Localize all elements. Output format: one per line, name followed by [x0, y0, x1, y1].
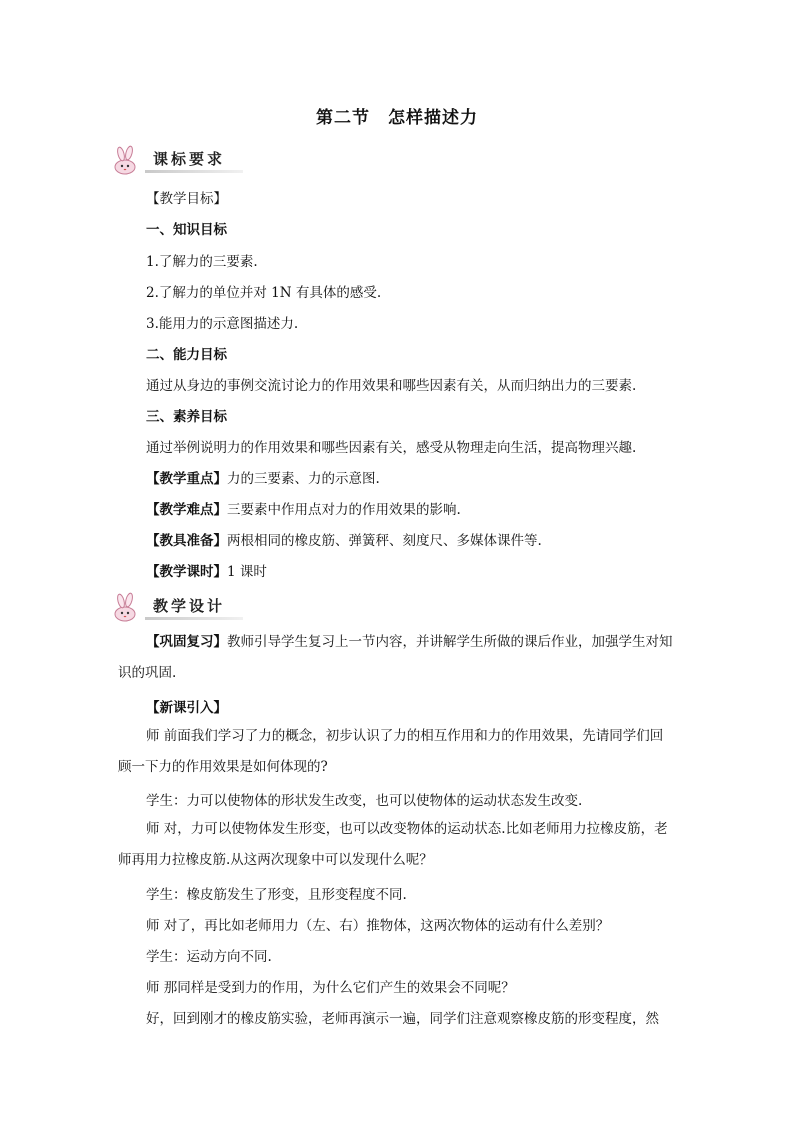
- dialogue-line-2: 学生：力可以使物体的形状发生改变，也可以使物体的运动状态发生改变.: [146, 793, 583, 809]
- knowledge-item-1: 1.了解力的三要素.: [146, 254, 258, 270]
- dialogue-line-4: 学生：橡皮筋发生了形变，且形变程度不同.: [146, 887, 407, 903]
- dialogue-line-6: 学生：运动方向不同.: [146, 949, 272, 965]
- key-point-label: 【教学重点】: [146, 471, 227, 487]
- page-title: 第二节 怎样描述力: [316, 108, 478, 128]
- section-header-label: 课标要求: [153, 150, 226, 168]
- difficulty-row: [146, 498, 461, 518]
- dialogue-line-7: 师 那同样是受到力的作用，为什么它们产生的效果会不同呢？: [146, 980, 515, 996]
- ability-text: 通过从身边的事例交流讨论力的作用效果和哪些因素有关，从而归纳出力的三要素.: [146, 378, 637, 394]
- literacy-text: 通过举例说明力的作用效果和哪些因素有关，感受从物理走向生活，提高物理兴趣.: [146, 440, 637, 456]
- dialogue-paragraph-3: 师 对，力可以使物体发生形变，也可以改变物体的运动状态.比如老师用力拉橡皮筋，老师再用力拉橡皮筋.从这两次现象中可以发现什么呢？: [118, 821, 668, 868]
- review-text: 教师引导学生复习上一节内容，并讲解学生所做的课后作业，加强学生对知识的巩固.: [118, 634, 673, 681]
- goals-label: 【教学目标】: [146, 191, 227, 207]
- review-label: 【巩固复习】: [146, 634, 227, 650]
- section-header-curriculum: [113, 145, 243, 175]
- hours-text: 1 课时: [227, 564, 267, 580]
- difficulty-text: 三要素中作用点对力的作用效果的影响.: [227, 502, 461, 518]
- key-point-text: 力的三要素、力的示意图.: [227, 471, 380, 487]
- section-header-label: 教学设计: [153, 597, 226, 615]
- section-header-design: [113, 592, 243, 622]
- hours-label: 【教学课时】: [146, 564, 227, 580]
- literacy-heading: 三、素养目标: [146, 409, 227, 425]
- hours-row: [146, 560, 267, 580]
- tools-row: [146, 529, 542, 549]
- knowledge-heading: 一、知识目标: [146, 222, 227, 238]
- review-paragraph: [118, 627, 676, 689]
- tools-label: 【教具准备】: [146, 533, 227, 549]
- tools-text: 两根相同的橡皮筋、弹簧秤、刻度尺、多媒体课件等.: [227, 533, 542, 549]
- ability-heading: 二、能力目标: [146, 347, 227, 363]
- knowledge-item-3: 3.能用力的示意图描述力.: [146, 316, 299, 332]
- intro-label: 【新课引入】: [146, 700, 227, 716]
- dialogue-paragraph-1: 师 前面我们学习了力的概念，初步认识了力的相互作用和力的作用效果，先请同学们回顾一下力的作用效果是如何体现的?: [118, 728, 664, 775]
- knowledge-item-2: 2.了解力的单位并对 1N 有具体的感受.: [146, 285, 382, 301]
- dialogue-line-8: 好，回到刚才的橡皮筋实验，老师再演示一遍，同学们注意观察橡皮筋的形变程度，然: [146, 1011, 659, 1027]
- key-point-row: [146, 467, 380, 487]
- dialogue-line-5: 师 对了，再比如老师用力（左、右）推物体，这两次物体的运动有什么差别？: [146, 918, 610, 934]
- section-header-underline: [145, 617, 243, 620]
- difficulty-label: 【教学难点】: [146, 502, 227, 518]
- section-header-underline: [145, 170, 243, 173]
